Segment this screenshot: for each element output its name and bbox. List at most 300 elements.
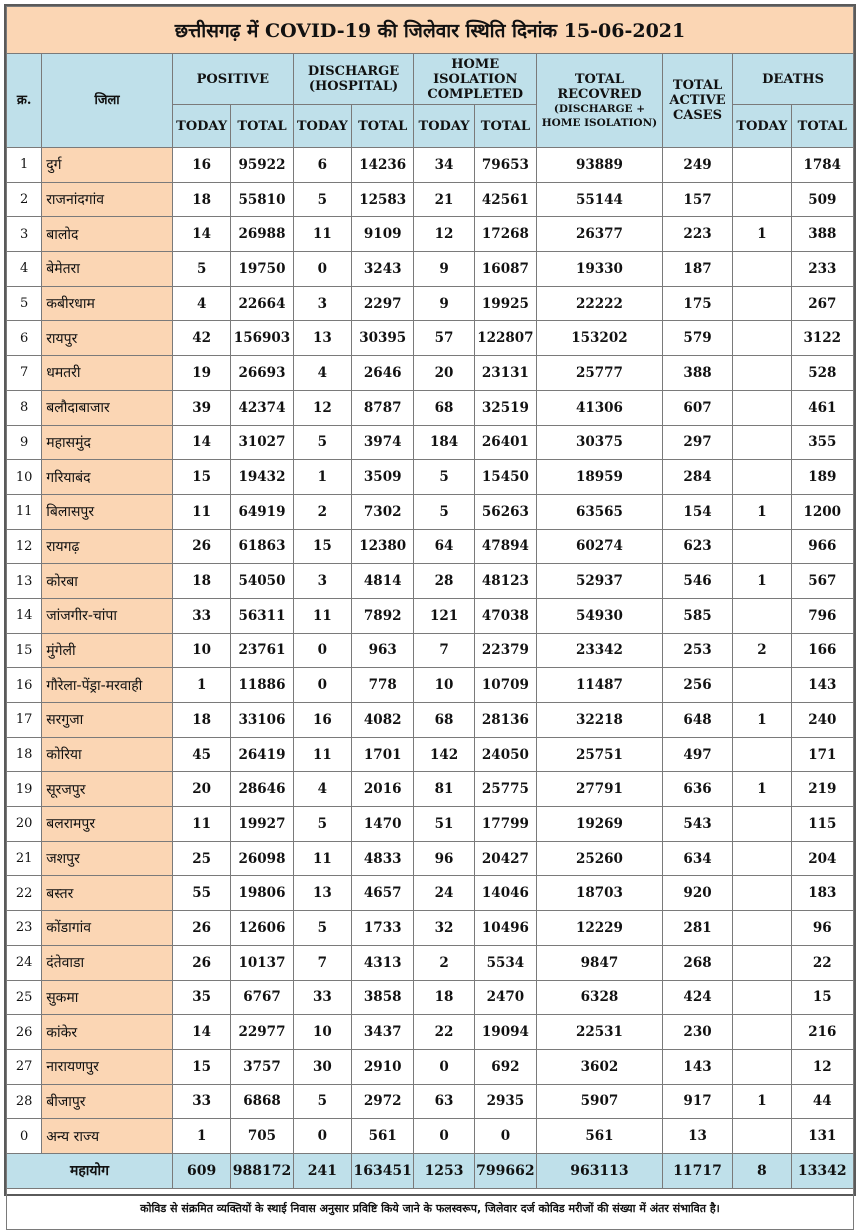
row-pos-today: 33	[172, 598, 230, 633]
row-district: कोरबा	[42, 564, 173, 599]
row-district: नारायणपुर	[42, 1049, 173, 1084]
header-discharge-today: TODAY	[293, 105, 351, 148]
row-dis-today: 13	[293, 321, 351, 356]
row-pos-today: 1	[172, 668, 230, 703]
totals-hi-today: 1253	[414, 1153, 474, 1188]
row-dis-total: 1733	[352, 911, 414, 946]
row-hi-total: 15450	[474, 460, 536, 495]
row-dis-total: 3509	[352, 460, 414, 495]
page-title: छत्तीसगढ़ में COVID-19 की जिलेवार स्थिति दिनांक 15-06-2021	[7, 7, 854, 54]
row-pos-today: 14	[172, 217, 230, 252]
row-recovered: 25751	[537, 737, 663, 772]
row-active: 223	[662, 217, 732, 252]
row-sno: 20	[7, 807, 42, 842]
row-recovered: 41306	[537, 390, 663, 425]
row-death-total: 183	[791, 876, 853, 911]
row-death-total: 267	[791, 286, 853, 321]
row-recovered: 26377	[537, 217, 663, 252]
row-death-today: 1	[733, 217, 791, 252]
row-hi-total: 2935	[474, 1084, 536, 1119]
row-hi-total: 23131	[474, 356, 536, 391]
row-death-total: 15	[791, 980, 853, 1015]
row-active: 187	[662, 252, 732, 287]
table-row	[7, 980, 854, 1015]
row-hi-today: 96	[414, 841, 474, 876]
row-active: 284	[662, 460, 732, 495]
covid-district-table	[6, 6, 854, 1230]
row-death-total: 171	[791, 737, 853, 772]
row-pos-today: 45	[172, 737, 230, 772]
row-dis-total: 2016	[352, 772, 414, 807]
header-positive-total: TOTAL	[231, 105, 293, 148]
row-death-today: 1	[733, 1084, 791, 1119]
row-hi-today: 28	[414, 564, 474, 599]
row-pos-today: 39	[172, 390, 230, 425]
row-recovered: 93889	[537, 148, 663, 183]
row-dis-today: 33	[293, 980, 351, 1015]
row-dis-total: 3243	[352, 252, 414, 287]
row-active: 546	[662, 564, 732, 599]
row-dis-today: 15	[293, 529, 351, 564]
row-hi-total: 20427	[474, 841, 536, 876]
row-pos-total: 95922	[231, 148, 293, 183]
header-total-recovered	[537, 54, 663, 148]
row-pos-total: 55810	[231, 182, 293, 217]
row-dis-total: 4313	[352, 945, 414, 980]
row-hi-today: 81	[414, 772, 474, 807]
row-sno: 1	[7, 148, 42, 183]
row-dis-today: 4	[293, 356, 351, 391]
row-death-today: 1	[733, 564, 791, 599]
row-death-total: 1784	[791, 148, 853, 183]
table-row	[7, 425, 854, 460]
row-active: 13	[662, 1119, 732, 1154]
row-recovered: 22531	[537, 1015, 663, 1050]
row-active: 648	[662, 703, 732, 738]
row-active: 230	[662, 1015, 732, 1050]
row-hi-today: 20	[414, 356, 474, 391]
row-sno: 27	[7, 1049, 42, 1084]
row-sno: 15	[7, 633, 42, 668]
row-hi-total: 79653	[474, 148, 536, 183]
row-pos-today: 33	[172, 1084, 230, 1119]
row-death-total: 567	[791, 564, 853, 599]
row-hi-today: 68	[414, 703, 474, 738]
row-hi-total: 122807	[474, 321, 536, 356]
row-death-total: 44	[791, 1084, 853, 1119]
row-dis-total: 8787	[352, 390, 414, 425]
table-row	[7, 945, 854, 980]
row-hi-total: 28136	[474, 703, 536, 738]
row-district: धमतरी	[42, 356, 173, 391]
row-hi-today: 9	[414, 252, 474, 287]
row-hi-today: 21	[414, 182, 474, 217]
row-dis-today: 0	[293, 633, 351, 668]
row-district: बिलासपुर	[42, 494, 173, 529]
row-hi-today: 68	[414, 390, 474, 425]
row-death-total: 1200	[791, 494, 853, 529]
row-death-total: 22	[791, 945, 853, 980]
row-district: बीजापुर	[42, 1084, 173, 1119]
header-deaths-today: TODAY	[733, 105, 791, 148]
row-district: कोरिया	[42, 737, 173, 772]
row-death-today	[733, 286, 791, 321]
row-district: बलौदाबाजार	[42, 390, 173, 425]
row-active: 585	[662, 598, 732, 633]
row-hi-today: 64	[414, 529, 474, 564]
row-hi-today: 18	[414, 980, 474, 1015]
row-recovered: 5907	[537, 1084, 663, 1119]
row-death-today	[733, 876, 791, 911]
row-death-total: 388	[791, 217, 853, 252]
row-recovered: 18703	[537, 876, 663, 911]
row-active: 256	[662, 668, 732, 703]
row-pos-total: 19432	[231, 460, 293, 495]
row-district: कोंडागांव	[42, 911, 173, 946]
row-death-today	[733, 980, 791, 1015]
header-positive: POSITIVE	[172, 54, 293, 105]
row-active: 917	[662, 1084, 732, 1119]
row-death-today: 1	[733, 772, 791, 807]
row-death-total: 204	[791, 841, 853, 876]
table-row	[7, 286, 854, 321]
row-dis-total: 7892	[352, 598, 414, 633]
row-hi-total: 2470	[474, 980, 536, 1015]
row-dis-today: 5	[293, 1084, 351, 1119]
row-pos-today: 11	[172, 807, 230, 842]
row-dis-today: 10	[293, 1015, 351, 1050]
row-pos-total: 26988	[231, 217, 293, 252]
row-recovered: 54930	[537, 598, 663, 633]
row-hi-total: 10496	[474, 911, 536, 946]
row-active: 634	[662, 841, 732, 876]
table-row	[7, 390, 854, 425]
row-dis-today: 12	[293, 390, 351, 425]
row-death-total: 143	[791, 668, 853, 703]
header-hi-total: TOTAL	[474, 105, 536, 148]
row-hi-total: 26401	[474, 425, 536, 460]
row-death-today	[733, 182, 791, 217]
row-hi-today: 51	[414, 807, 474, 842]
table-row	[7, 703, 854, 738]
row-death-today	[733, 1119, 791, 1154]
row-hi-total: 17799	[474, 807, 536, 842]
table-row	[7, 807, 854, 842]
totals-recovered: 963113	[537, 1153, 663, 1188]
row-pos-total: 6868	[231, 1084, 293, 1119]
table-row	[7, 876, 854, 911]
row-active: 424	[662, 980, 732, 1015]
row-dis-today: 3	[293, 286, 351, 321]
row-death-today: 1	[733, 494, 791, 529]
row-pos-today: 15	[172, 460, 230, 495]
row-district: अन्य राज्य	[42, 1119, 173, 1154]
row-hi-total: 0	[474, 1119, 536, 1154]
row-district: कबीरधाम	[42, 286, 173, 321]
row-district: महासमुंद	[42, 425, 173, 460]
row-sno: 19	[7, 772, 42, 807]
row-hi-total: 19094	[474, 1015, 536, 1050]
row-recovered: 23342	[537, 633, 663, 668]
row-death-total: 216	[791, 1015, 853, 1050]
row-recovered: 12229	[537, 911, 663, 946]
row-hi-today: 5	[414, 460, 474, 495]
table-row	[7, 841, 854, 876]
row-dis-total: 14236	[352, 148, 414, 183]
row-death-total: 240	[791, 703, 853, 738]
row-pos-today: 10	[172, 633, 230, 668]
row-dis-total: 3437	[352, 1015, 414, 1050]
row-pos-total: 10137	[231, 945, 293, 980]
row-district: सूरजपुर	[42, 772, 173, 807]
row-sno: 2	[7, 182, 42, 217]
row-recovered: 19269	[537, 807, 663, 842]
row-death-total: 189	[791, 460, 853, 495]
row-pos-total: 11886	[231, 668, 293, 703]
row-dis-total: 7302	[352, 494, 414, 529]
row-hi-total: 47894	[474, 529, 536, 564]
row-recovered: 55144	[537, 182, 663, 217]
table-row	[7, 252, 854, 287]
row-sno: 16	[7, 668, 42, 703]
row-recovered: 30375	[537, 425, 663, 460]
row-recovered: 6328	[537, 980, 663, 1015]
row-pos-total: 22977	[231, 1015, 293, 1050]
row-dis-today: 0	[293, 1119, 351, 1154]
row-death-total: 355	[791, 425, 853, 460]
row-sno: 4	[7, 252, 42, 287]
table-row	[7, 148, 854, 183]
row-hi-total: 16087	[474, 252, 536, 287]
row-sno: 12	[7, 529, 42, 564]
table-row	[7, 564, 854, 599]
row-death-total: 131	[791, 1119, 853, 1154]
row-recovered: 27791	[537, 772, 663, 807]
row-pos-total: 19750	[231, 252, 293, 287]
row-sno: 23	[7, 911, 42, 946]
row-dis-today: 0	[293, 668, 351, 703]
row-pos-today: 42	[172, 321, 230, 356]
row-pos-today: 19	[172, 356, 230, 391]
row-hi-total: 42561	[474, 182, 536, 217]
row-hi-today: 12	[414, 217, 474, 252]
row-pos-total: 33106	[231, 703, 293, 738]
row-active: 268	[662, 945, 732, 980]
table-row	[7, 1084, 854, 1119]
row-pos-today: 5	[172, 252, 230, 287]
row-district: राजनांदगांव	[42, 182, 173, 217]
row-hi-total: 25775	[474, 772, 536, 807]
row-death-today	[733, 252, 791, 287]
row-hi-today: 57	[414, 321, 474, 356]
row-recovered: 52937	[537, 564, 663, 599]
row-pos-total: 12606	[231, 911, 293, 946]
row-recovered: 19330	[537, 252, 663, 287]
row-pos-total: 3757	[231, 1049, 293, 1084]
table-body	[7, 148, 854, 1154]
totals-death-today: 8	[733, 1153, 791, 1188]
row-death-total: 233	[791, 252, 853, 287]
row-recovered: 25777	[537, 356, 663, 391]
row-hi-today: 2	[414, 945, 474, 980]
row-dis-today: 16	[293, 703, 351, 738]
table-row	[7, 356, 854, 391]
row-district: जशपुर	[42, 841, 173, 876]
row-recovered: 32218	[537, 703, 663, 738]
row-pos-today: 14	[172, 1015, 230, 1050]
row-hi-today: 121	[414, 598, 474, 633]
totals-pos-total: 988172	[231, 1153, 293, 1188]
header-deaths: DEATHS	[733, 54, 854, 105]
row-active: 175	[662, 286, 732, 321]
row-sno: 24	[7, 945, 42, 980]
row-death-today	[733, 1049, 791, 1084]
row-sno: 5	[7, 286, 42, 321]
row-death-today	[733, 529, 791, 564]
table-row	[7, 772, 854, 807]
row-pos-today: 20	[172, 772, 230, 807]
row-dis-today: 11	[293, 841, 351, 876]
row-sno: 11	[7, 494, 42, 529]
row-district: गरियाबंद	[42, 460, 173, 495]
row-active: 157	[662, 182, 732, 217]
table-row	[7, 633, 854, 668]
totals-death-total: 13342	[791, 1153, 853, 1188]
row-hi-today: 5	[414, 494, 474, 529]
row-death-today	[733, 460, 791, 495]
row-active: 253	[662, 633, 732, 668]
row-sno: 17	[7, 703, 42, 738]
row-dis-total: 561	[352, 1119, 414, 1154]
row-death-today	[733, 1015, 791, 1050]
table-row	[7, 911, 854, 946]
row-death-today	[733, 598, 791, 633]
totals-active: 11717	[662, 1153, 732, 1188]
row-sno: 28	[7, 1084, 42, 1119]
row-district: बस्तर	[42, 876, 173, 911]
row-pos-today: 16	[172, 148, 230, 183]
row-pos-total: 156903	[231, 321, 293, 356]
row-hi-total: 56263	[474, 494, 536, 529]
row-pos-today: 14	[172, 425, 230, 460]
row-pos-today: 35	[172, 980, 230, 1015]
row-dis-total: 9109	[352, 217, 414, 252]
row-district: गौरेला-पेंड्रा-मरवाही	[42, 668, 173, 703]
totals-label: महायोग	[7, 1153, 173, 1188]
totals-row	[7, 1153, 854, 1188]
row-active: 607	[662, 390, 732, 425]
row-dis-total: 2646	[352, 356, 414, 391]
row-recovered: 22222	[537, 286, 663, 321]
row-dis-today: 11	[293, 737, 351, 772]
row-pos-today: 18	[172, 182, 230, 217]
row-dis-today: 3	[293, 564, 351, 599]
row-death-total: 115	[791, 807, 853, 842]
row-pos-total: 23761	[231, 633, 293, 668]
row-dis-total: 12380	[352, 529, 414, 564]
row-hi-total: 692	[474, 1049, 536, 1084]
row-dis-total: 12583	[352, 182, 414, 217]
row-dis-today: 5	[293, 182, 351, 217]
row-sno: 3	[7, 217, 42, 252]
row-hi-today: 10	[414, 668, 474, 703]
row-dis-today: 5	[293, 425, 351, 460]
row-sno: 18	[7, 737, 42, 772]
row-district: कांकेर	[42, 1015, 173, 1050]
table-row	[7, 494, 854, 529]
row-hi-total: 14046	[474, 876, 536, 911]
row-sno: 26	[7, 1015, 42, 1050]
row-dis-today: 1	[293, 460, 351, 495]
row-death-today	[733, 390, 791, 425]
row-death-total: 219	[791, 772, 853, 807]
row-dis-total: 3858	[352, 980, 414, 1015]
row-death-today: 2	[733, 633, 791, 668]
row-dis-today: 2	[293, 494, 351, 529]
row-pos-total: 19927	[231, 807, 293, 842]
row-recovered: 63565	[537, 494, 663, 529]
totals-dis-total: 163451	[352, 1153, 414, 1188]
row-district: बलरामपुर	[42, 807, 173, 842]
row-recovered: 9847	[537, 945, 663, 980]
row-pos-total: 26098	[231, 841, 293, 876]
row-sno: 8	[7, 390, 42, 425]
row-dis-total: 3974	[352, 425, 414, 460]
row-dis-today: 0	[293, 252, 351, 287]
row-dis-total: 963	[352, 633, 414, 668]
row-sno: 6	[7, 321, 42, 356]
table-row	[7, 598, 854, 633]
row-dis-total: 1470	[352, 807, 414, 842]
row-hi-total: 22379	[474, 633, 536, 668]
row-death-today	[733, 356, 791, 391]
header-discharge-total: TOTAL	[352, 105, 414, 148]
row-dis-total: 30395	[352, 321, 414, 356]
table-row	[7, 1049, 854, 1084]
row-hi-total: 47038	[474, 598, 536, 633]
row-hi-total: 19925	[474, 286, 536, 321]
row-recovered: 153202	[537, 321, 663, 356]
row-pos-total: 54050	[231, 564, 293, 599]
row-district: बेमेतरा	[42, 252, 173, 287]
row-recovered: 561	[537, 1119, 663, 1154]
table-row	[7, 460, 854, 495]
row-pos-total: 61863	[231, 529, 293, 564]
report-sheet	[4, 4, 856, 1216]
row-death-total: 3122	[791, 321, 853, 356]
row-active: 249	[662, 148, 732, 183]
row-hi-total: 24050	[474, 737, 536, 772]
row-pos-today: 4	[172, 286, 230, 321]
row-active: 281	[662, 911, 732, 946]
header-active: TOTAL ACTIVE CASES	[662, 54, 732, 148]
row-pos-today: 18	[172, 564, 230, 599]
row-hi-today: 32	[414, 911, 474, 946]
row-death-today	[733, 911, 791, 946]
row-hi-today: 0	[414, 1049, 474, 1084]
header-home-isolation: HOME ISOLATION COMPLETED	[414, 54, 537, 105]
row-active: 388	[662, 356, 732, 391]
row-active: 297	[662, 425, 732, 460]
row-death-today	[733, 737, 791, 772]
row-recovered: 11487	[537, 668, 663, 703]
row-sno: 9	[7, 425, 42, 460]
row-pos-total: 26693	[231, 356, 293, 391]
table-row	[7, 217, 854, 252]
row-dis-today: 6	[293, 148, 351, 183]
totals-dis-today: 241	[293, 1153, 351, 1188]
row-pos-total: 705	[231, 1119, 293, 1154]
